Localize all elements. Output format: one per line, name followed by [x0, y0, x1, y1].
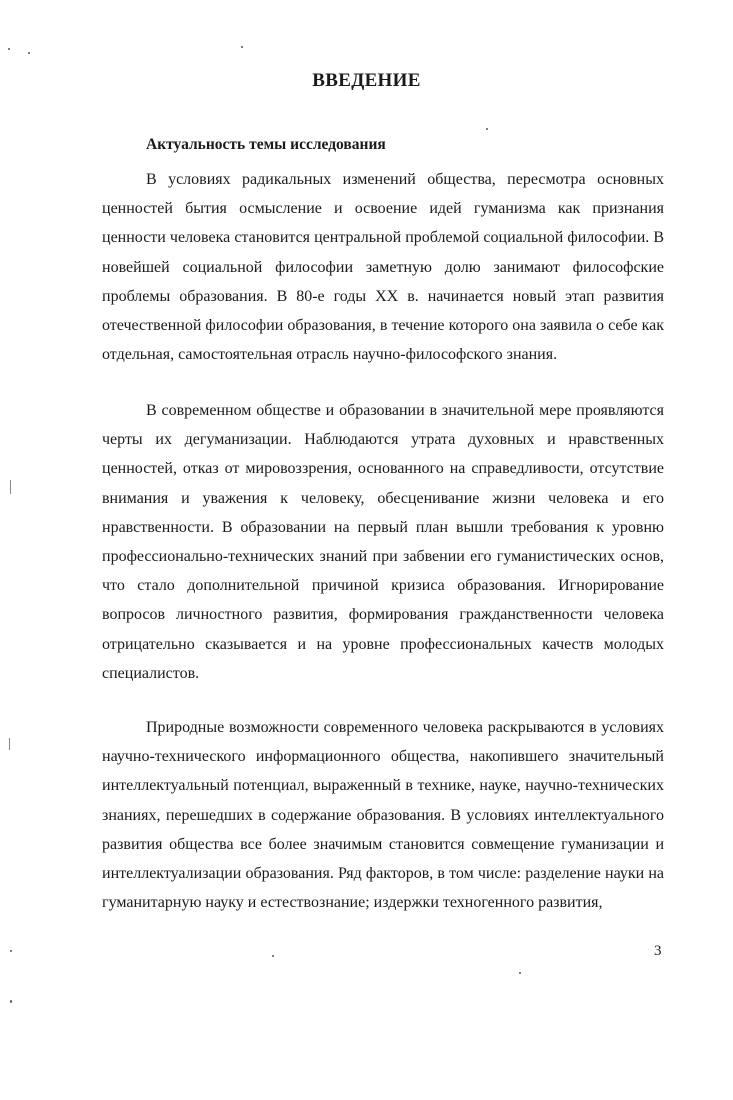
section-heading: Актуальность темы исследования [146, 136, 386, 153]
scan-speck [519, 972, 521, 974]
paragraph-1 [102, 165, 664, 369]
page-number: 3 [654, 943, 662, 959]
scan-margin-mark [10, 480, 11, 494]
scan-speck [241, 46, 243, 48]
scan-speck [10, 1000, 12, 1003]
scan-speck [28, 52, 30, 54]
scan-speck [486, 128, 488, 130]
page-title: ВВЕДЕНИЕ [312, 70, 421, 91]
scan-speck [10, 950, 12, 952]
scan-speck [272, 955, 274, 957]
paragraph-text: Природные возможности современного человека раскрываются в условиях научно-технического информационного общества, накопившего значительный интеллектуальный потенциал, выраженный в технике, науке, научно-технических знаниях, перешедших в содержание образования. В условиях интеллектуального развития общества все более значимым становится совмещение гуманизации и интеллектуализации образования. Ряд факторов, в том числе: разделение науки на гуманитарную науку и естествознание; издержки техногенного развития, [102, 719, 664, 912]
paragraph-2 [102, 396, 664, 688]
paragraph-text: В современном обществе и образовании в значительной мере проявляются черты их дегуманизации. Наблюдаются утрата духовных и нравственных ценностей, отказ от мировоззрения, основанного на справедливости, отсутствие внимания и уважения к человеку, обесценивание жизни человека и его нравственности. В образовании на первый план вышли требования к уровню профессионально-технических знаний при забвении его гуманистических основ, что стало дополнительной причиной кризиса образования. Игнорирование вопросов личностного развития, формирования гражданственности человека отрицательно сказывается и на уровне профессиональных качеств молодых специалистов. [102, 402, 664, 682]
scan-margin-mark [9, 738, 10, 750]
paragraph-3 [102, 713, 664, 917]
scan-speck [8, 48, 10, 50]
paragraph-text: В условиях радикальных изменений общества, пересмотра основных ценностей бытия осмысление и освоение идей гуманизма как признания ценности человека становится центральной проблемой социальной философии. В новейшей социальной философии заметную долю занимают философские проблемы образования. В 80-е годы XX в. начинается новый этап развития отечественной философии образования, в течение которого она заявила о себе как отдельная, самостоятельная отрасль научно-философского знания. [102, 171, 664, 364]
